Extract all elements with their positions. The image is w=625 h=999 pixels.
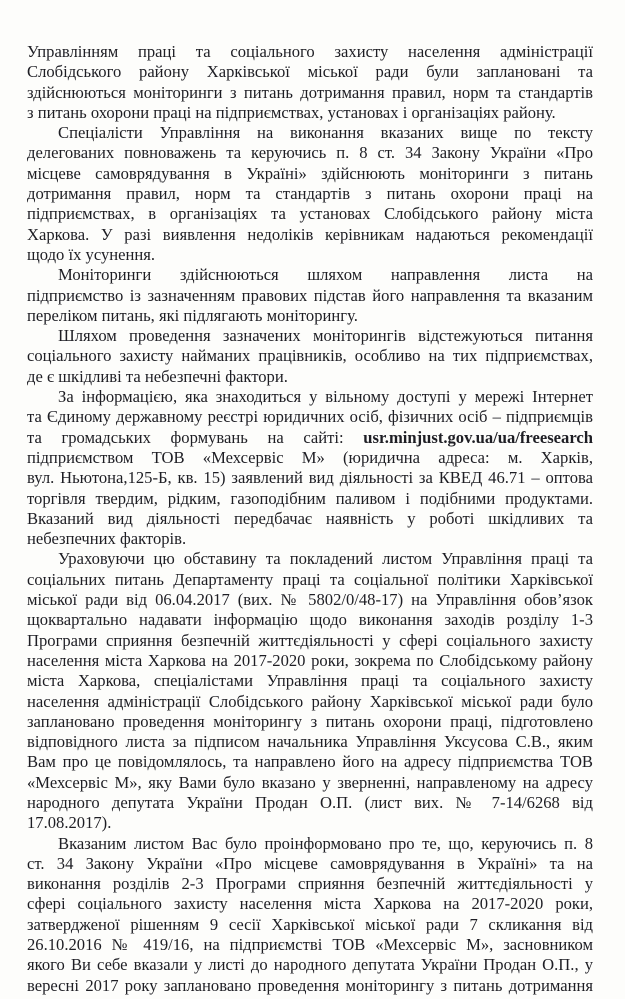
registry-link[interactable]: usr.minjust.gov.ua/ua/freesearch [363,427,593,447]
text-line: та Єдиному державному реєстрі юридичних осіб, фізичних осіб – підприємців [27,407,593,427]
text-line: щоквартально надавати інформацію щодо виконання заходів розділу 1-3 [27,610,593,630]
text-line: ст. 34 Закону України «Про місцеве самоврядування в Україні» та на [27,853,593,873]
document-page [27,42,593,996]
text-line: міста Харкова, спеціалістами Управління праці та соціального захисту [27,671,593,691]
text-line: Шляхом проведення зазначених моніторингів відстежуються питання [58,326,593,346]
text-line: міської ради від 06.04.2017 (вих. № 5802/0/48-17) на Управління обов’язок [27,590,593,610]
text-line: затвердженої рішенням 9 сесії Харківської міської ради 7 скликання від [27,914,593,934]
text-line: вересні 2017 року заплановано проведення моніторингу з питань дотримання [27,975,593,995]
text-line: відповідного листа за підписом начальника Управління Уксусова С.В., яким [27,732,593,752]
paragraph [27,42,593,123]
text-line: небезпечних факторів. [27,529,187,549]
paragraph [27,265,593,326]
text-line: підприємством ТОВ «Мехсервіс М» (юридична адреса: м. Харків, [27,447,593,467]
text-line: здійснюються моніторинги з питань дотримання правил, норм та стандартів [27,82,593,102]
text-line: соціального захисту найманих працівників, особливо на тих підприємствах, [27,346,593,366]
text-line: торгівля твердим, рідким, газоподібним паливом і подібними продуктами. [27,488,593,508]
text-line: народного депутата України Продан О.П. (лист вих. № 7-14/6268 від [27,792,593,812]
text-line: Харкова. У разі виявлення недоліків керівникам надаються рекомендації [27,224,593,244]
text-line: виконання розділів 2-3 Програми сприяння безпечній життєдіяльності у [27,874,593,894]
text-line: Слобідського району Харківської міської ради були заплановані та [27,62,593,82]
text-line: 17.08.2017). [27,813,112,833]
text-line: Вказаним листом Вас було проінформовано про те, що, керуючись п. 8 [58,833,593,853]
paragraph [27,387,593,549]
paragraph [27,326,593,387]
text-line: Програми сприяння безпечній життєдіяльності у сфері соціального захисту [27,630,593,650]
paragraph [27,549,593,833]
text-line: Спеціалісти Управління на виконання вказаних вище по тексту [58,123,593,143]
text-line: 26.10.2016 № 419/16, на підприємстві ТОВ «Мехсервіс М», засновником [27,935,593,955]
text-line: «Мехсервіс М», яку Вами було вказано у зверненні, направленому на адресу [27,772,593,792]
text-line: з питань охорони праці на підприємствах, установах і організаціях району. [27,102,556,122]
text-line: якого Ви себе вказали у листі до народного депутата України Продан О.П., у [27,955,593,975]
paragraph [27,834,593,996]
text-line: дотримання правил, норм та стандартів з питань охорони праці на [27,184,593,204]
text-line: підприємствах, в організаціях та установах Слобідського району міста [27,204,593,224]
text-line: Моніторинги здійснюються шляхом направлення листа на [58,265,593,285]
text-line: Вказаний вид діяльності передбачає наявність у роботі шкідливих та [27,508,593,528]
text-line: Управлінням праці та соціального захисту населення адміністрації [27,42,593,61]
text-line: делегованих повноважень та керуючись п. 8 ст. 34 Закону України «Про [27,143,593,163]
text-line: населення міста Харкова на 2017-2020 роки, зокрема по Слобідському району [27,650,593,670]
text-line [27,428,593,448]
text-line: сфері соціального захисту населення міста Харкова на 2017-2020 роки, [27,894,593,914]
text-line: заплановано проведення моніторингу з питань охорони праці, підготовлено [27,711,593,731]
text-line: населення адміністрації Слобідського району Харківської міської ради було [27,691,593,711]
text-line: вул. Ньютона,125-Б, кв. 15) заявлений вид діяльності за КВЕД 46.71 – оптова [27,468,593,488]
text-line: де є шкідливі та небезпечні фактори. [27,366,288,386]
text-line: підприємство із зазначенням правових підстав його направлення та вказаним [27,285,593,305]
text-line-part: та громадських формувань на сайті: [27,427,344,447]
text-line: місцеве самоврядування в Україні» здійснюють моніторинги з питань [27,163,593,183]
text-line: соціальних питань Департаменту праці та соціальної політики Харківської [27,569,593,589]
text-line: Вам про це повідомлялось, та направлено його на адресу підприємства ТОВ [27,752,593,772]
text-line: щодо їх усунення. [27,244,156,264]
text-line: Ураховуючи цю обставину та покладений листом Управління праці та [58,549,593,569]
text-line: За інформацією, яка знаходиться у вільному доступі у мережі Інтернет [58,387,593,407]
text-line: переліком питань, які підлягають моніторингу. [27,305,358,325]
paragraph [27,123,593,265]
